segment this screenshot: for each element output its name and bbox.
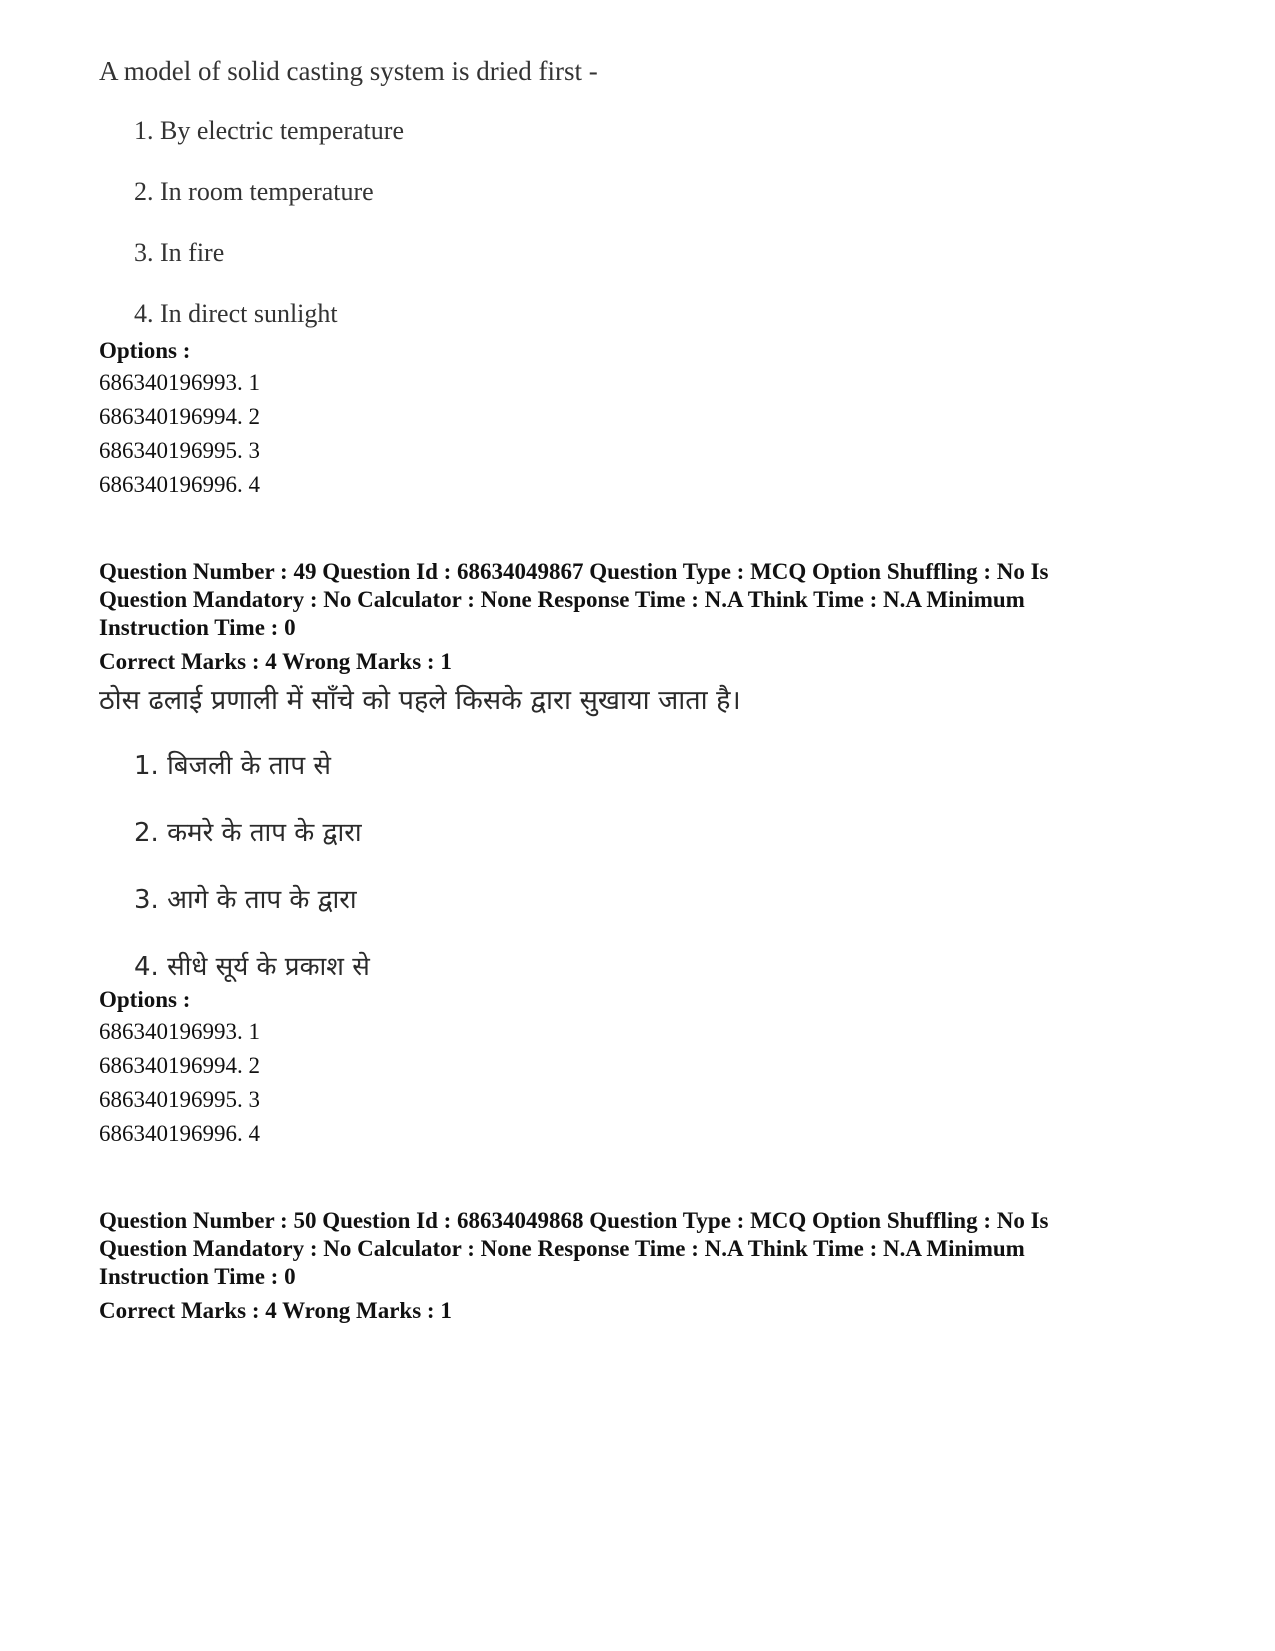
choice-4: 4. In direct sunlight xyxy=(134,299,338,328)
options-heading: Options : xyxy=(99,987,191,1012)
option-row: 686340196995. 3 xyxy=(99,438,260,463)
question-stem: A model of solid casting system is dried first - xyxy=(99,56,598,86)
question-stem: ठोस ढलाई प्रणाली में साँचे को पहले किसके द्वारा सुखाया जाता है। xyxy=(99,685,741,716)
meta-line: Question Number : 49 Question Id : 68634049867 Question Type : MCQ Option Shuffling : No Is xyxy=(99,559,1049,584)
question-49-options xyxy=(99,985,699,1151)
meta-line: Question Mandatory : No Calculator : None Response Time : N.A Think Time : N.A Minimum xyxy=(99,587,1025,612)
choice-3: 3. आगे के ताप के द्वारा xyxy=(134,885,357,915)
option-row: 686340196994. 2 xyxy=(99,1053,260,1078)
question-50-meta xyxy=(99,1207,1179,1325)
choice-2: 2. In room temperature xyxy=(134,177,374,206)
choice-1: 1. बिजली के ताप से xyxy=(134,751,331,781)
marks-line: Correct Marks : 4 Wrong Marks : 1 xyxy=(99,649,452,674)
choice-1: 1. By electric temperature xyxy=(134,116,404,145)
marks-line: Correct Marks : 4 Wrong Marks : 1 xyxy=(99,1298,452,1323)
option-row: 686340196996. 4 xyxy=(99,1121,260,1146)
meta-line: Question Mandatory : No Calculator : None Response Time : N.A Think Time : N.A Minimum xyxy=(99,1236,1025,1261)
choice-2: 2. कमरे के ताप के द्वारा xyxy=(134,818,362,848)
option-row: 686340196995. 3 xyxy=(99,1087,260,1112)
meta-line: Instruction Time : 0 xyxy=(99,1264,296,1289)
option-row: 686340196994. 2 xyxy=(99,404,260,429)
meta-line: Question Number : 50 Question Id : 68634049868 Question Type : MCQ Option Shuffling : No Is xyxy=(99,1208,1049,1233)
question-49-hindi xyxy=(99,684,999,982)
choice-4: 4. सीधे सूर्य के प्रकाश से xyxy=(134,952,370,982)
meta-line: Instruction Time : 0 xyxy=(99,615,296,640)
question-48-english xyxy=(99,54,999,328)
choice-3: 3. In fire xyxy=(134,238,225,267)
option-row: 686340196993. 1 xyxy=(99,370,260,395)
option-row: 686340196996. 4 xyxy=(99,472,260,497)
question-48-options xyxy=(99,336,699,502)
question-49-meta xyxy=(99,558,1179,676)
options-heading: Options : xyxy=(99,338,191,363)
option-row: 686340196993. 1 xyxy=(99,1019,260,1044)
